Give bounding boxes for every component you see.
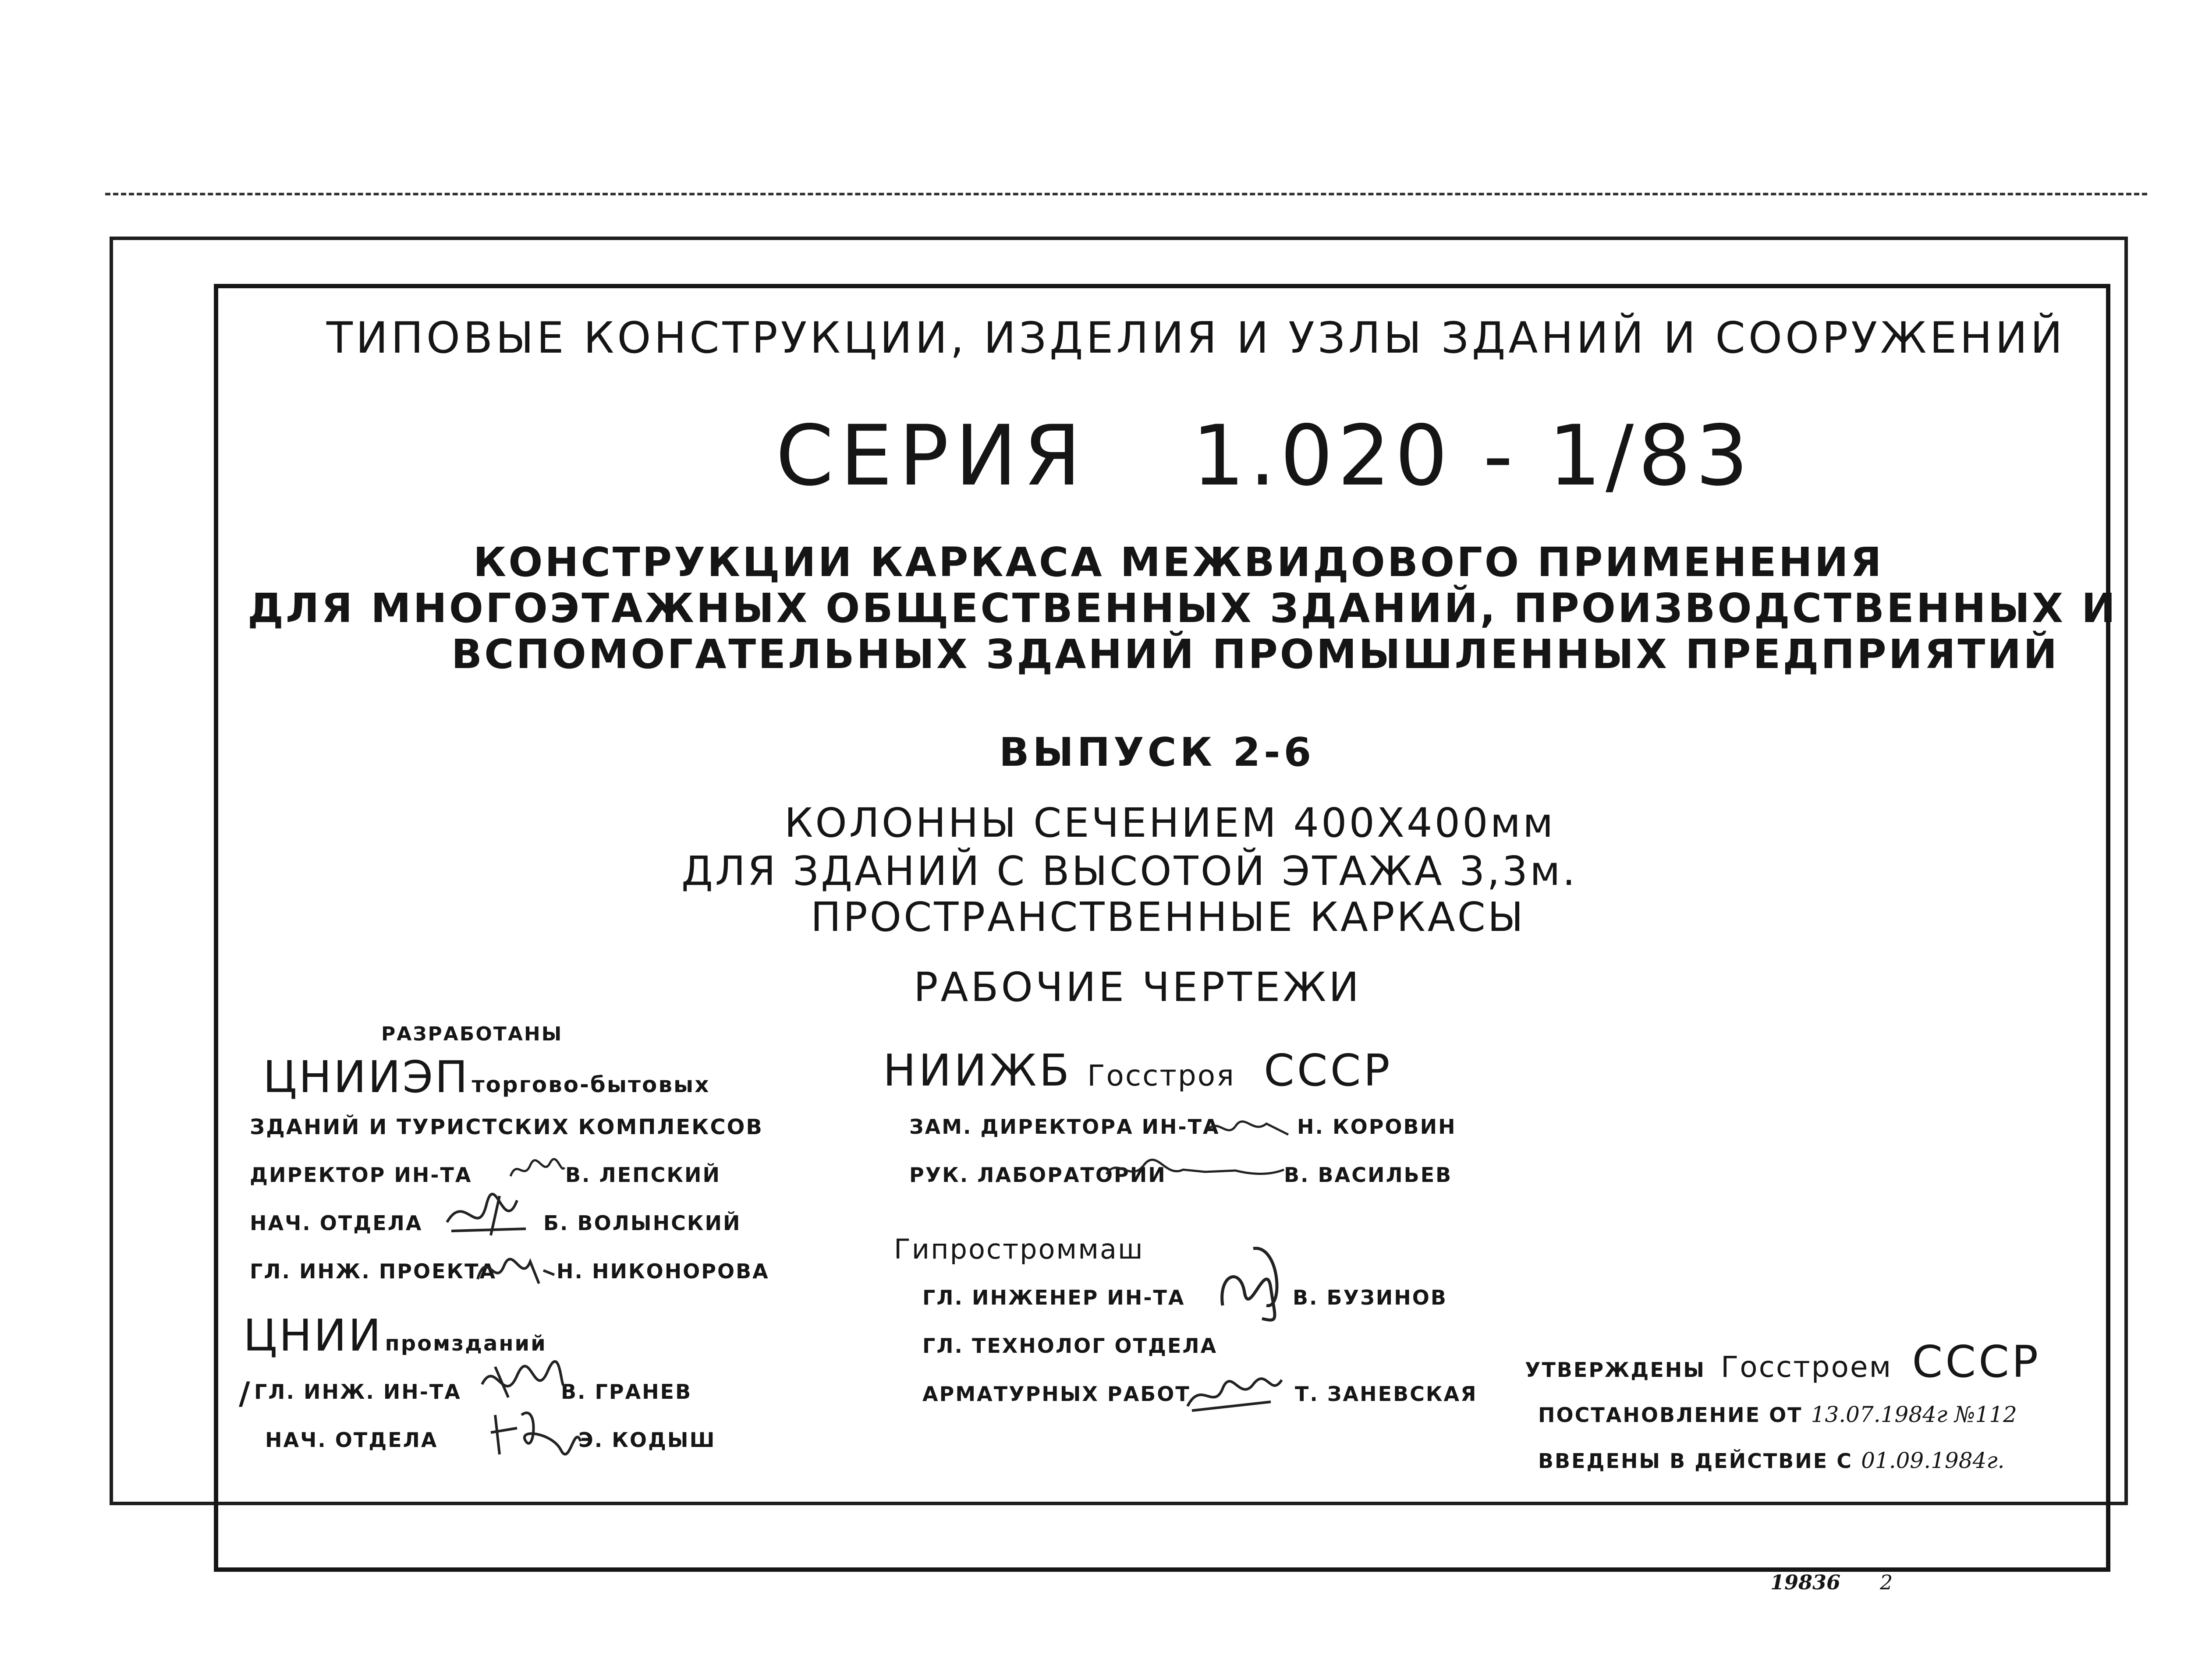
subtitle-line-2: ДЛЯ ЗДАНИЙ С ВЫСОТОЙ ЭТАЖА 3,3м. <box>681 848 1578 895</box>
approved-decree-prefix: ПОСТАНОВЛЕНИЕ ОТ <box>1538 1403 1803 1427</box>
org4-row-1-name: В. БУЗИНОВ <box>1293 1286 1447 1309</box>
approved-line-2 <box>1538 1402 2017 1427</box>
header-line: ТИПОВЫЕ КОНСТРУКЦИИ, ИЗДЕЛИЯ И УЗЛЫ ЗДАНИЙ И СООРУЖЕНИЙ <box>326 313 2066 363</box>
subtitle-line-3: ПРОСТРАНСТВЕННЫЕ КАРКАСЫ <box>811 894 1526 941</box>
approved-effective-date: 01.09.1984г. <box>1861 1448 2005 1473</box>
title-line-2: ДЛЯ МНОГОЭТАЖНЫХ ОБЩЕСТВЕННЫХ ЗДАНИЙ, ПРОИЗВОДСТВЕННЫХ И <box>248 585 2118 632</box>
approved-small: УТВЕРЖДЕНЫ <box>1525 1358 1705 1382</box>
org2-name-rest: промзданий <box>385 1331 547 1356</box>
org1-row-1-role: ДИРЕКТОР ИН-ТА <box>250 1163 472 1187</box>
org1-row-2-name: Б. ВОЛЫНСКИЙ <box>543 1211 741 1235</box>
org2-row-1-role: ГЛ. ИНЖ. ИН-ТА <box>254 1380 461 1404</box>
signature-buzinov <box>1214 1240 1288 1327</box>
signature-zanevskaya <box>1183 1367 1284 1415</box>
org2-name <box>243 1310 547 1361</box>
stamp-number: 19836 <box>1770 1570 1841 1594</box>
title-line-3: ВСПОМОГАТЕЛЬНЫХ ЗДАНИЙ ПРОМЫШЛЕННЫХ ПРЕДПРИЯТИЙ <box>451 631 2060 678</box>
series-label: СЕРИЯ <box>776 407 1088 504</box>
signature-vasiliev <box>1104 1152 1288 1187</box>
org1-name-big: ЦНИИЭП <box>263 1051 470 1103</box>
signature-lepsky <box>508 1150 565 1189</box>
org3-row-2-role: РУК. ЛАБОРАТОРИИ <box>909 1163 1166 1187</box>
signature-korovin <box>1205 1108 1293 1143</box>
title-line-1: КОНСТРУКЦИИ КАРКАСА МЕЖВИДОВОГО ПРИМЕНЕНИЯ <box>473 539 1884 586</box>
org4-row-1-role: ГЛ. ИНЖЕНЕР ИН-ТА <box>922 1286 1185 1309</box>
org1-row-1-name: В. ЛЕПСКИЙ <box>565 1163 721 1187</box>
approved-decree-date: 13.07.1984г №112 <box>1811 1402 2017 1427</box>
org1-name-line2: ЗДАНИЙ И ТУРИСТСКИХ КОМПЛЕКСОВ <box>250 1115 764 1139</box>
signature-nikonorova <box>473 1244 557 1292</box>
sheet-number: 2 <box>1880 1570 1893 1594</box>
approved-effective-prefix: ВВЕДЕНЫ В ДЕЙСТВИЕ С <box>1538 1449 1853 1473</box>
approved-line-1 <box>1525 1336 2041 1387</box>
org4-row-3-name: Т. ЗАНЕВСКАЯ <box>1295 1382 1478 1406</box>
org3-row-1-name: Н. КОРОВИН <box>1297 1115 1457 1139</box>
approved-mid: Госстроем <box>1721 1350 1893 1384</box>
subtitle-line-1: КОЛОННЫ СЕЧЕНИЕМ 400Х400мм <box>784 799 1556 846</box>
org1-row-3-role: ГЛ. ИНЖ. ПРОЕКТА <box>250 1259 497 1283</box>
org3-name-end: СССР <box>1263 1045 1393 1096</box>
org1-name <box>263 1051 710 1103</box>
issue-label: ВЫПУСК 2-6 <box>999 729 1315 775</box>
approved-big: СССР <box>1912 1336 2041 1387</box>
org3-name-mid: Госстроя <box>1087 1059 1235 1093</box>
org2-name-big: ЦНИИ <box>243 1310 383 1361</box>
developed-label: РАЗРАБОТАНЫ <box>381 1023 563 1045</box>
org2-slash: / <box>239 1376 250 1411</box>
org2-row-2-name: Э. КОДЫШ <box>578 1428 716 1452</box>
org3-name <box>883 1045 1393 1096</box>
org2-row-1-name: В. ГРАНЕВ <box>561 1380 692 1404</box>
org4-row-2-role: ГЛ. ТЕХНОЛОГ ОТДЕЛА <box>922 1334 1218 1358</box>
series-number: 1.020 - 1/83 <box>1192 407 1753 504</box>
outer-frame-top-line <box>105 193 2147 195</box>
org1-row-2-role: НАЧ. ОТДЕЛА <box>250 1211 423 1235</box>
org1-row-3-name: Н. НИКОНОРОВА <box>557 1259 769 1283</box>
org3-row-2-name: В. ВАСИЛЬЕВ <box>1284 1163 1453 1187</box>
org1-name-rest: торгово-бытовых <box>472 1072 710 1097</box>
org2-row-2-role: НАЧ. ОТДЕЛА <box>265 1428 438 1452</box>
approved-line-3 <box>1538 1448 2005 1473</box>
signature-kodysh <box>486 1402 583 1463</box>
signature-volynsky <box>438 1187 535 1244</box>
org4-row-3-role: АРМАТУРНЫХ РАБОТ <box>922 1382 1191 1406</box>
org3-row-1-role: ЗАМ. ДИРЕКТОРА ИН-ТА <box>909 1115 1220 1139</box>
org4-name: Гипростроммаш <box>894 1233 1144 1265</box>
org3-name-big: НИИЖБ <box>883 1045 1072 1096</box>
signature-granev <box>478 1358 565 1406</box>
doc-type: РАБОЧИЕ ЧЕРТЕЖИ <box>914 964 1362 1011</box>
